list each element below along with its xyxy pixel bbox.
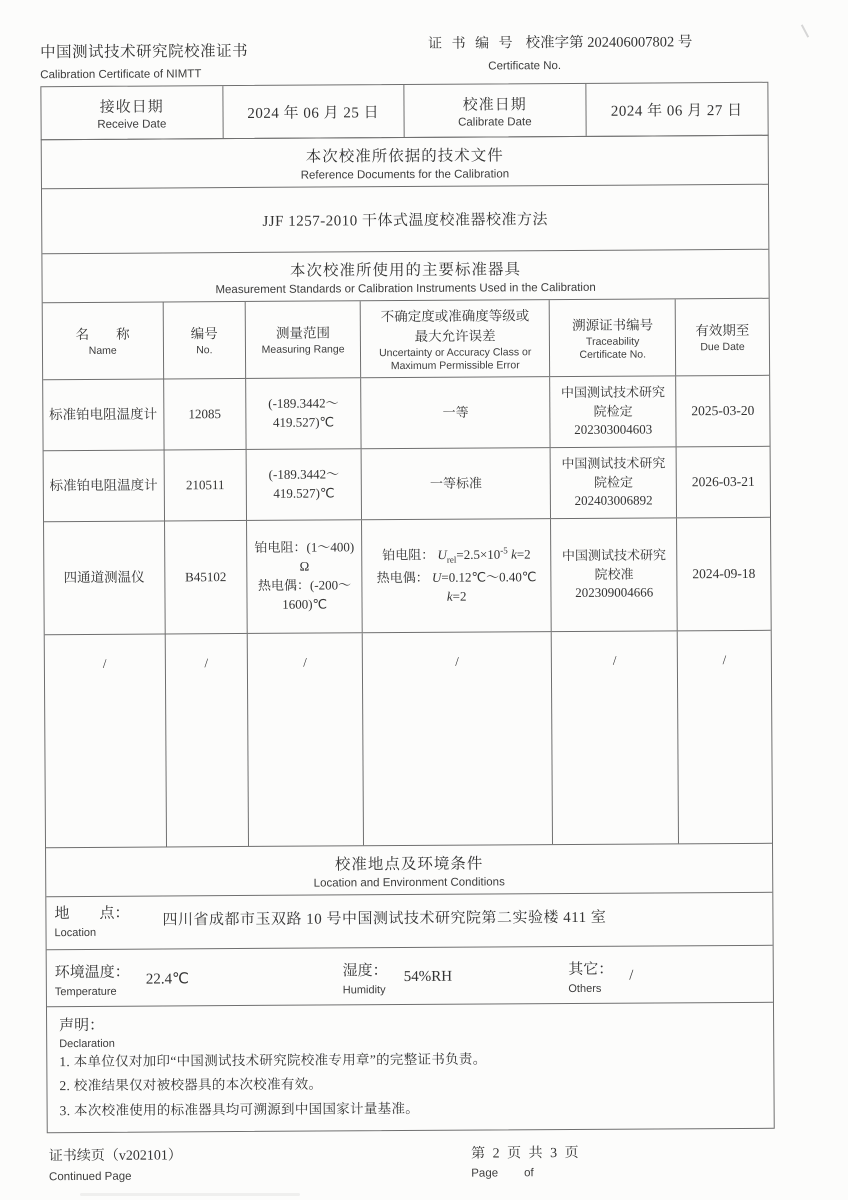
row1-range: (-189.3442～ 419.527)℃ bbox=[246, 378, 361, 449]
certificate-header bbox=[40, 24, 768, 86]
declaration-title-en: Declaration bbox=[59, 1037, 115, 1051]
page-footer bbox=[47, 1141, 775, 1183]
receive-date-label-cell bbox=[41, 86, 223, 139]
row3-uncertainty-rt bbox=[382, 545, 531, 568]
rt-mid: =2.5×10 bbox=[456, 547, 501, 563]
temperature-label-cn: 环境温度： bbox=[54, 964, 130, 981]
column-header-name bbox=[43, 302, 164, 379]
standards-section-title bbox=[42, 249, 768, 302]
column-header-name-en: Name bbox=[88, 345, 117, 358]
column-header-no bbox=[163, 302, 246, 379]
row2-due-date: 2026-03-21 bbox=[691, 474, 755, 490]
certificate-no-label-cn: 证 书 编 号 bbox=[428, 36, 516, 52]
k-sym: k bbox=[446, 588, 453, 604]
location-label bbox=[46, 897, 156, 950]
calibrate-date-label-cn: 校准日期 bbox=[462, 96, 527, 114]
row3-traceability: 中国测试技术研究 院校准 202309004666 bbox=[551, 518, 677, 631]
row2-traceability: 中国测试技术研究 院检定 202403006892 bbox=[551, 447, 677, 518]
certificate-body bbox=[41, 135, 775, 1133]
row1-no: 12085 bbox=[164, 379, 247, 450]
environment-row bbox=[47, 945, 773, 1006]
others-value: / bbox=[629, 967, 634, 984]
calibrate-date-value-cell bbox=[586, 83, 768, 136]
calibrate-date-label-en: Calibrate Date bbox=[458, 115, 532, 129]
row3-range: 铂电阻：(1～400) Ω 热电偶：(-200～ 1600)℃ bbox=[247, 520, 362, 633]
declaration-section bbox=[47, 1002, 774, 1132]
column-header-due-cn: 有效期至 bbox=[695, 323, 750, 339]
tc-u: U bbox=[431, 569, 442, 585]
row4-name: / bbox=[45, 634, 167, 847]
temperature-label-en: Temperature bbox=[54, 985, 117, 998]
column-header-traceability-cn: 溯源证书编号 bbox=[572, 317, 654, 333]
row1-due-date: 2025-03-20 bbox=[691, 403, 755, 419]
column-header-due bbox=[676, 299, 769, 376]
rt-u: U bbox=[437, 547, 447, 563]
of-word: of bbox=[524, 1167, 534, 1180]
location-label-cn: 地 点： bbox=[54, 905, 130, 923]
column-header-range-en: Measuring Range bbox=[261, 343, 345, 357]
column-header-uncertainty-en: Uncertainty or Accuracy Class or Maximum Permissible Error bbox=[379, 346, 532, 373]
column-header-uncertainty-cn: 不确定度或准确度等级或 最大允许误差 bbox=[380, 308, 530, 344]
date-table bbox=[40, 82, 768, 140]
page-number-en bbox=[471, 1167, 581, 1180]
row4-range: / bbox=[248, 633, 364, 846]
tc-val: =0.12℃～0.40℃ bbox=[441, 568, 537, 585]
table-row bbox=[45, 630, 772, 847]
page-word: Page bbox=[471, 1167, 499, 1180]
others-label bbox=[568, 955, 613, 994]
row3-no: B45102 bbox=[165, 521, 248, 634]
receive-date-label-cn: 接收日期 bbox=[99, 98, 164, 116]
row4-traceability: / bbox=[552, 631, 679, 844]
row3-name: 四通道测温仪 bbox=[44, 521, 165, 634]
column-header-range-cn: 测量范围 bbox=[275, 325, 331, 342]
calibrate-date-label-cell bbox=[404, 84, 586, 137]
declaration-item-3: 3. 本次校准使用的标准器具均可溯源到中国国家计量基准。 bbox=[59, 1100, 420, 1118]
row3-due-date: 2024-09-18 bbox=[692, 566, 756, 582]
receive-date-value: 2024 年 06 月 25 日 bbox=[247, 104, 380, 122]
row1-traceability: 中国测试技术研究 院检定 202303004603 bbox=[551, 376, 677, 447]
receive-date-label-en: Receive Date bbox=[97, 117, 167, 131]
row3-uncertainty bbox=[362, 519, 552, 632]
tc-label: 热电偶： bbox=[376, 569, 433, 585]
humidity-label-cn: 湿度： bbox=[342, 962, 388, 979]
column-header-traceability-en: Traceability Certificate No. bbox=[579, 335, 647, 361]
document-title-cn: 中国测试技术研究院校准证书 bbox=[40, 42, 249, 62]
header-left bbox=[40, 27, 248, 81]
column-header-no-cn: 编号 bbox=[190, 326, 218, 342]
row4-due-date: / bbox=[722, 652, 727, 668]
k-eq: =2 bbox=[452, 588, 467, 604]
reference-title-cn: 本次校准所依据的技术文件 bbox=[305, 147, 504, 166]
column-header-uncertainty bbox=[361, 300, 551, 377]
row3-uncertainty-tc bbox=[377, 567, 537, 587]
rt-k: k bbox=[510, 546, 517, 562]
row2-uncertainty: 一等标准 bbox=[362, 448, 552, 519]
humidity-label-en: Humidity bbox=[342, 983, 386, 996]
page-number-cn: 第 2 页 共 3 页 bbox=[471, 1145, 581, 1162]
certificate-no-value: 校准字第 202406007802 号 bbox=[525, 34, 693, 52]
table-row bbox=[43, 375, 769, 450]
row1-uncertainty: 一等 bbox=[361, 377, 551, 448]
temperature-value: 22.4℃ bbox=[145, 970, 189, 988]
others-label-en: Others bbox=[568, 982, 602, 995]
humidity-value: 54%RH bbox=[403, 968, 453, 985]
humidity-label bbox=[343, 957, 388, 996]
temperature-label bbox=[55, 958, 130, 997]
page-content bbox=[40, 24, 775, 1183]
document-title-en: Calibration Certificate of NIMTT bbox=[40, 68, 202, 82]
others-label-cn: 其它： bbox=[568, 961, 614, 978]
row4-no: / bbox=[165, 634, 249, 847]
continued-page-label-cn: 证书续页（v202101） bbox=[48, 1148, 182, 1165]
row1-name: 标准铂电阻温度计 bbox=[43, 379, 164, 450]
declaration-title-cn: 声明： bbox=[59, 1017, 105, 1035]
standards-title-cn: 本次校准所使用的主要标准器具 bbox=[289, 261, 522, 280]
temperature-group bbox=[47, 949, 323, 1007]
row2-no: 210511 bbox=[164, 450, 247, 521]
table-row bbox=[44, 446, 770, 521]
standards-table-header bbox=[43, 298, 769, 379]
rt-sup: -5 bbox=[500, 545, 508, 556]
column-header-no-en: No. bbox=[196, 344, 213, 357]
row4-uncertainty: / bbox=[363, 632, 554, 845]
column-header-range bbox=[246, 301, 361, 378]
location-title-cn: 校准地点及环境条件 bbox=[334, 855, 484, 874]
declaration-item-2: 2. 校准结果仅对被校器具的本次校准有效。 bbox=[59, 1076, 323, 1094]
location-title-en: Location and Environment Conditions bbox=[313, 876, 505, 890]
row2-name: 标准铂电阻温度计 bbox=[44, 450, 165, 521]
rt-keq: =2 bbox=[516, 546, 531, 562]
continued-page-label-en: Continued Page bbox=[48, 1170, 132, 1184]
scan-artifact-bottom-left bbox=[80, 1193, 300, 1196]
rt-label: 铂电阻： bbox=[382, 547, 438, 563]
location-section-title bbox=[46, 843, 772, 896]
row2-range: (-189.3442～ 419.527)℃ bbox=[247, 449, 362, 520]
humidity-group bbox=[323, 947, 563, 1004]
calibrate-date-value: 2024 年 06 月 27 日 bbox=[610, 102, 743, 120]
declaration-item-1: 1. 本单位仅对加印“中国测试技术研究院校准专用章”的完整证书负责。 bbox=[59, 1051, 487, 1070]
receive-date-value-cell bbox=[223, 85, 405, 138]
header-right bbox=[428, 24, 768, 73]
certificate-number-line bbox=[428, 30, 768, 53]
column-header-due-en: Due Date bbox=[700, 341, 745, 354]
standards-title-en: Measurement Standards or Calibration Instruments Used in the Calibration bbox=[215, 281, 596, 297]
location-value: 四川省成都市玉双路 10 号中国测试技术研究院第二实验楼 411 室 bbox=[162, 909, 607, 929]
column-header-traceability bbox=[550, 299, 676, 376]
rt-sub: rel bbox=[446, 554, 457, 565]
scan-artifact-top-right bbox=[801, 24, 809, 37]
location-row bbox=[46, 892, 772, 949]
reference-title-en: Reference Documents for the Calibration bbox=[300, 168, 510, 182]
certificate-no-label-en: Certificate No. bbox=[488, 60, 562, 73]
location-label-en: Location bbox=[54, 926, 97, 940]
footer-left bbox=[47, 1143, 471, 1184]
column-header-name-cn: 名 称 bbox=[75, 327, 130, 343]
reference-section-title bbox=[42, 136, 768, 188]
reference-document-text: JJF 1257-2010 干体式温度校准器校准方法 bbox=[42, 184, 768, 253]
row3-uncertainty-k bbox=[447, 587, 467, 607]
others-group bbox=[562, 946, 773, 1003]
footer-right bbox=[471, 1142, 581, 1181]
table-row bbox=[44, 517, 771, 634]
